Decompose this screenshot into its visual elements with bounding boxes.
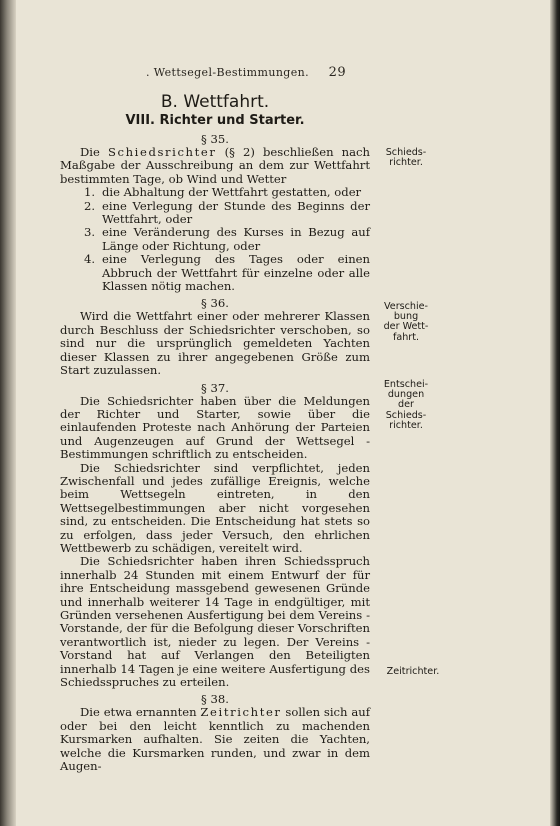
main-text (60, 92, 370, 773)
paragraph-37-text-3: Die Schiedsrichter haben ihren Schiedsspruch innerhalb 24 Stunden mit einem Entwurf der für ihre Entscheidung massgebend gewesenen Gründe und innerhalb weiterer 14 Tage in endgültiger, mit Gründen versehenen Ausfertigung bei dem Vereins - Vorstande, der für die Befolgung dieser Vorschriften verantwortlich ist, nieder zu legen. Der Vereins - Vorstand hat auf Verlangen den Beteiligten innerhalb 14 Tagen je eine weitere Ausfertigung des Schiedsspruches zu erteilen. (60, 554, 370, 690)
list-item: 3. eine Veränderung des Kurses in Bezug auf Länge oder Richtung, oder (84, 225, 370, 253)
list-item: 1. die Abhaltung der Wettfahrt gestatten, oder (84, 185, 362, 200)
list-item: 2. eine Verlegung der Stunde des Beginns der Wettfahrt, oder (84, 198, 370, 227)
page-number: 29 (328, 65, 346, 80)
paragraph-37-text-1: Die Schiedsrichter haben über die Meldungen der Richter und Starter, sowie über die einlaufenden Proteste nach Anhörung der Parteien und Augenzeugen auf Grund der Wettsegel - Bestimmungen schriftlich zu entscheiden. (60, 393, 370, 462)
margin-note-entscheidungen: Entschei- dungen der Schieds- richter. (383, 379, 429, 431)
paragraph-35-list (60, 186, 370, 293)
paragraph-35-text: Die Schiedsrichter (§ 2) beschließen nach Maßgabe der Ausschreibung an dem zur Wettfahrt bestimmten Tage, ob Wind und Wetter (60, 145, 370, 186)
margin-note-verschiebung: Verschie- bung der Wett- fahrt. (383, 301, 429, 343)
list-item: 4. eine Verlegung des Tages oder einen Abbruch der Wettfahrt für einzelne oder alle Klassen nötig machen. (84, 252, 370, 294)
margin-note-schiedsrichter: Schieds- richter. (385, 147, 427, 169)
paragraph-sign-35: § 35. (201, 132, 229, 146)
paragraph-38-text: Die etwa ernannten Zeitrichter sollen sich auf oder bei den leicht kenntlich zu machenden Kursmarken aufhalten. Sie zeiten die Yachten, welche die Kursmarken runden, und zwar in dem Augen- (60, 705, 370, 774)
running-title: . Wettsegel-Bestimmungen. (146, 66, 310, 79)
paragraph-36-text: Wird die Wettfahrt einer oder mehrerer Klassen durch Beschluss der Schiedsrichter verschoben, so sind nur die ursprünglich gemeldeten Yachten dieser Klassen zu ihrer angegebenen Größe zum Start zuzulassen. (60, 309, 370, 378)
paragraph-sign-36: § 36. (201, 296, 229, 311)
part-heading: B. Wettfahrt. (160, 92, 270, 112)
paragraph-sign-38: § 38. (201, 692, 229, 707)
margin-note-zeitrichter: Zeitrichter. (386, 666, 440, 677)
section-heading: VIII. Richter und Starter. (125, 113, 305, 128)
paragraph-37-text-2: Die Schiedsrichter sind verpflichtet, jeden Zwischenfall und jedes zufällige Ereignis, welche beim Wettsegeln eintreten, in den Wettsegelbestimmungen aber nicht vorgesehen sind, zu entscheiden. Die Entscheidung hat stets so zu erfolgen, dass jeder Versuch, den ehrlichen Wettbewerb zu schädigen, vereitelt wird. (60, 460, 370, 555)
paragraph-sign-37: § 37. (201, 380, 229, 395)
